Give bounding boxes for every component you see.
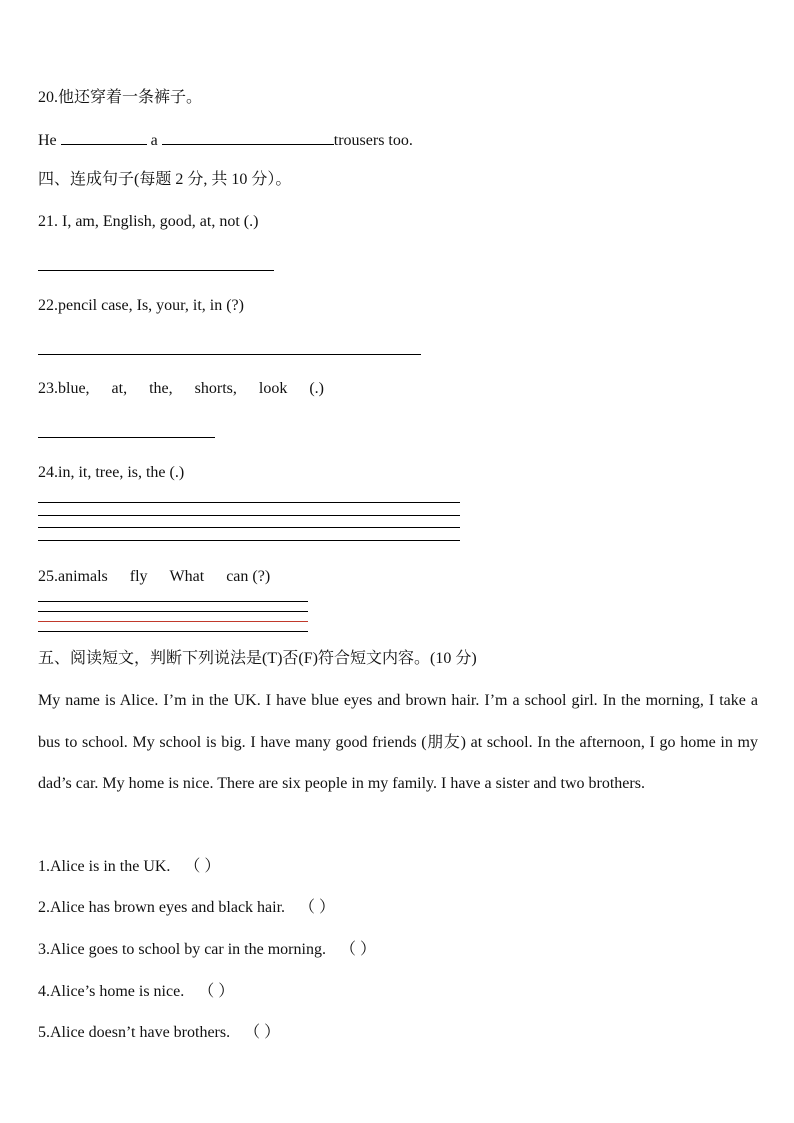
- section-5-title: 五、阅读短文，判断下列说法是(T)否(F)符合短文内容。(10 分): [38, 650, 477, 667]
- q25-word: 25.animals: [38, 568, 108, 585]
- q25-word: What: [169, 568, 205, 585]
- q23-word: at,: [111, 380, 128, 397]
- tf-question-2: [38, 898, 335, 918]
- answer-line-23[interactable]: [38, 437, 215, 438]
- answer-parentheses[interactable]: （ ）: [198, 983, 235, 1000]
- q23-word: the,: [149, 380, 173, 397]
- q23-word: (.): [309, 380, 324, 397]
- tf-question-3: [38, 940, 376, 960]
- q20-word-he: He: [38, 132, 57, 149]
- answer-line-21[interactable]: [38, 270, 274, 271]
- reading-passage: My name is Alice. I’m in the UK. I have blue eyes and brown hair. I’m a school girl. In the morning, I take a bus to school. My school is big. I have many good friends (朋友) at school. In the afternoon, I go home in my dad’s car. My home is nice. There are six people in my family. I have a sister and two brothers.: [38, 692, 758, 792]
- answer-line-24c[interactable]: [38, 527, 460, 528]
- q23-word: 23.blue,: [38, 380, 90, 397]
- question-25: [38, 567, 270, 587]
- q20-word-a: a: [150, 132, 158, 149]
- tf-question-text: 4.Alice’s home is nice.: [38, 983, 185, 1000]
- answer-parentheses[interactable]: （ ）: [244, 1024, 281, 1041]
- tf-question-text: 5.Alice doesn’t have brothers.: [38, 1024, 231, 1041]
- q25-word: can (?): [226, 568, 271, 585]
- answer-parentheses[interactable]: （ ）: [299, 899, 336, 916]
- q23-word: look: [258, 380, 288, 397]
- answer-parentheses[interactable]: （ ）: [184, 858, 221, 875]
- q20-word-end: trousers too.: [333, 132, 413, 149]
- tf-question-text: 1.Alice is in the UK.: [38, 858, 171, 875]
- question-22: 22.pencil case, Is, your, it, in (?): [38, 297, 244, 314]
- answer-line-25b[interactable]: [38, 611, 308, 612]
- q20-blank-1[interactable]: [61, 130, 147, 145]
- tf-question-5: [38, 1023, 280, 1043]
- question-23: [38, 379, 324, 399]
- tf-question-text: 2.Alice has brown eyes and black hair.: [38, 899, 286, 916]
- question-21: 21. I, am, English, good, at, not (.): [38, 213, 259, 230]
- answer-parentheses[interactable]: （ ）: [339, 941, 376, 958]
- question-20-sentence: [38, 130, 413, 151]
- answer-line-25c[interactable]: [38, 621, 308, 622]
- q20-blank-2[interactable]: [162, 130, 334, 145]
- answer-line-24d[interactable]: [38, 540, 460, 541]
- answer-line-24b[interactable]: [38, 515, 460, 516]
- tf-question-1: [38, 857, 220, 877]
- question-20-prompt: 20.他还穿着一条裤子。: [38, 89, 203, 106]
- answer-line-25d[interactable]: [38, 631, 308, 632]
- answer-line-22[interactable]: [38, 354, 421, 355]
- tf-question-4: [38, 982, 234, 1002]
- answer-line-25a[interactable]: [38, 601, 308, 602]
- tf-question-text: 3.Alice goes to school by car in the morning.: [38, 941, 326, 958]
- answer-line-24a[interactable]: [38, 502, 460, 503]
- question-24: 24.in, it, tree, is, the (.): [38, 464, 185, 481]
- q25-word: fly: [129, 568, 148, 585]
- q23-word: shorts,: [194, 380, 237, 397]
- section-4-title: 四、连成句子(每题 2 分, 共 10 分）。: [38, 171, 292, 188]
